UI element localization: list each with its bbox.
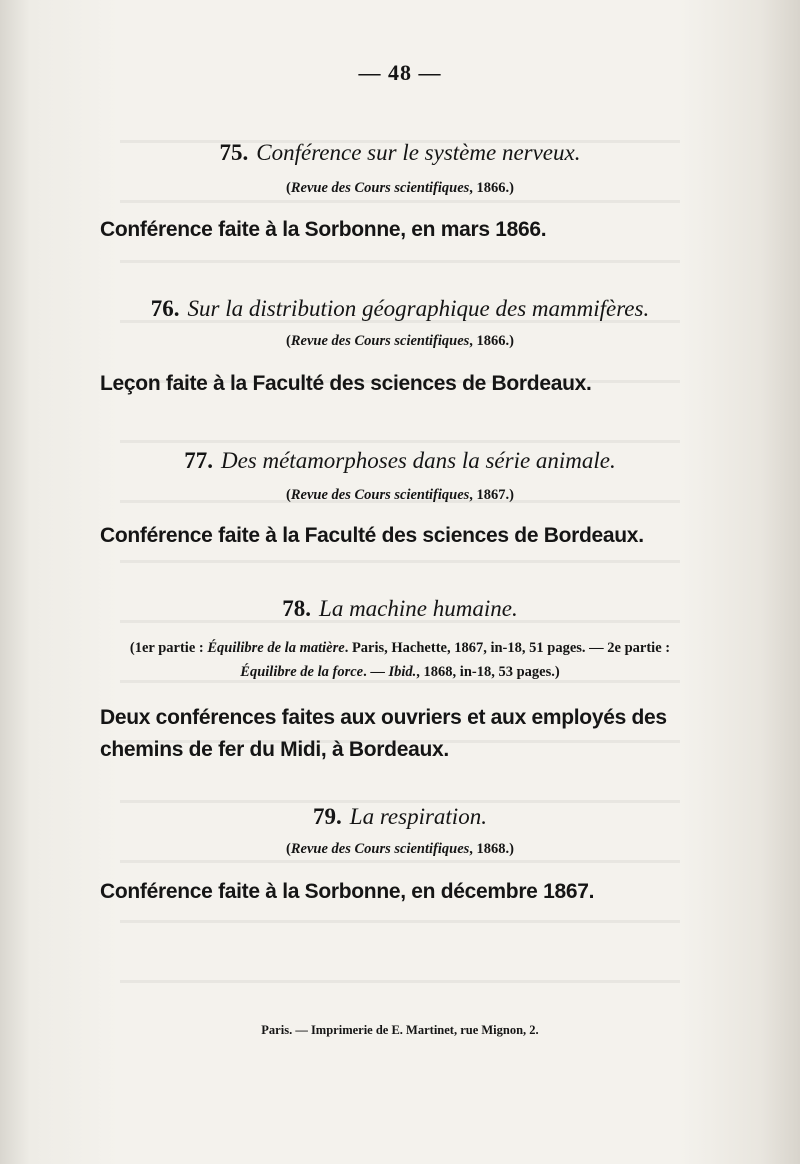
source-year: , 1866. (469, 180, 510, 196)
entry-title-text: La respiration. (349, 804, 487, 829)
entry-source-75: (Revue des Cours scientifiques, 1866.) (286, 180, 514, 196)
source-journal: Revue des Cours scientifiques (290, 841, 470, 857)
entry-note-78 (60, 636, 740, 684)
entry-title-text: Conférence sur le système nerveux. (256, 140, 581, 165)
entry-title-76 (0, 296, 800, 322)
note-part2-ibid: Ibid. (388, 664, 417, 680)
entry-description-76: Leçon faite à la Faculté des sciences de Bordeaux. (100, 372, 592, 395)
entry-description-75: Conférence faite à la Sorbonne, en mars 1866. (100, 218, 547, 241)
source-year: , 1866. (469, 333, 510, 349)
entry-title-text: Sur la distribution géographique des mammifères. (187, 296, 650, 321)
note-part1-prefix: (1er partie : (129, 640, 208, 656)
entry-number: 75. (219, 140, 249, 165)
entry-title-text: La machine humaine. (319, 596, 518, 621)
source-year: , 1868. (469, 841, 510, 857)
entry-number: 77. (184, 448, 213, 473)
entry-title-75 (0, 140, 800, 166)
entry-number: 78. (282, 596, 312, 621)
entry-description-77: Conférence faite à la Faculté des sciences de Bordeaux. (100, 524, 644, 547)
entry-number: 79. (313, 804, 342, 829)
source-journal: Revue des Cours scientifiques (290, 180, 470, 196)
source-journal: Revue des Cours scientifiques (290, 333, 470, 349)
source-journal: Revue des Cours scientifiques (290, 487, 470, 503)
entry-source-79: (Revue des Cours scientifiques, 1868.) (286, 841, 514, 857)
page-number: — 48 — (358, 60, 442, 85)
printer-footer: Paris. — Imprimerie de E. Martinet, rue Mignon, 2. (261, 1023, 539, 1037)
entry-source-77: (Revue des Cours scientifiques, 1867.) (286, 487, 514, 503)
note-part1-rest: . Paris, Hachette, 1867, in-18, 51 pages. — 2e partie : (344, 640, 671, 656)
note-part2-title: Équilibre de la force (240, 664, 364, 680)
entry-title-79 (0, 804, 800, 830)
note-part1-title: Équilibre de la matière (207, 640, 345, 656)
note-part2-dash: . — (363, 664, 389, 680)
entry-source-76: (Revue des Cours scientifiques, 1866.) (286, 333, 514, 349)
entry-title-78 (0, 596, 800, 622)
entry-number: 76. (150, 296, 180, 321)
entry-title-77 (0, 448, 800, 474)
entry-description-79: Conférence faite à la Sorbonne, en décembre 1867. (100, 880, 595, 903)
source-year: , 1867. (469, 487, 510, 503)
entry-description-78: Deux conférences faites aux ouvriers et aux employés des chemins de fer du Midi, à Bordeaux. (100, 706, 667, 761)
note-part2-rest: , 1868, in-18, 53 pages.) (416, 664, 560, 680)
entry-title-text: Des métamorphoses dans la série animale. (220, 448, 616, 473)
